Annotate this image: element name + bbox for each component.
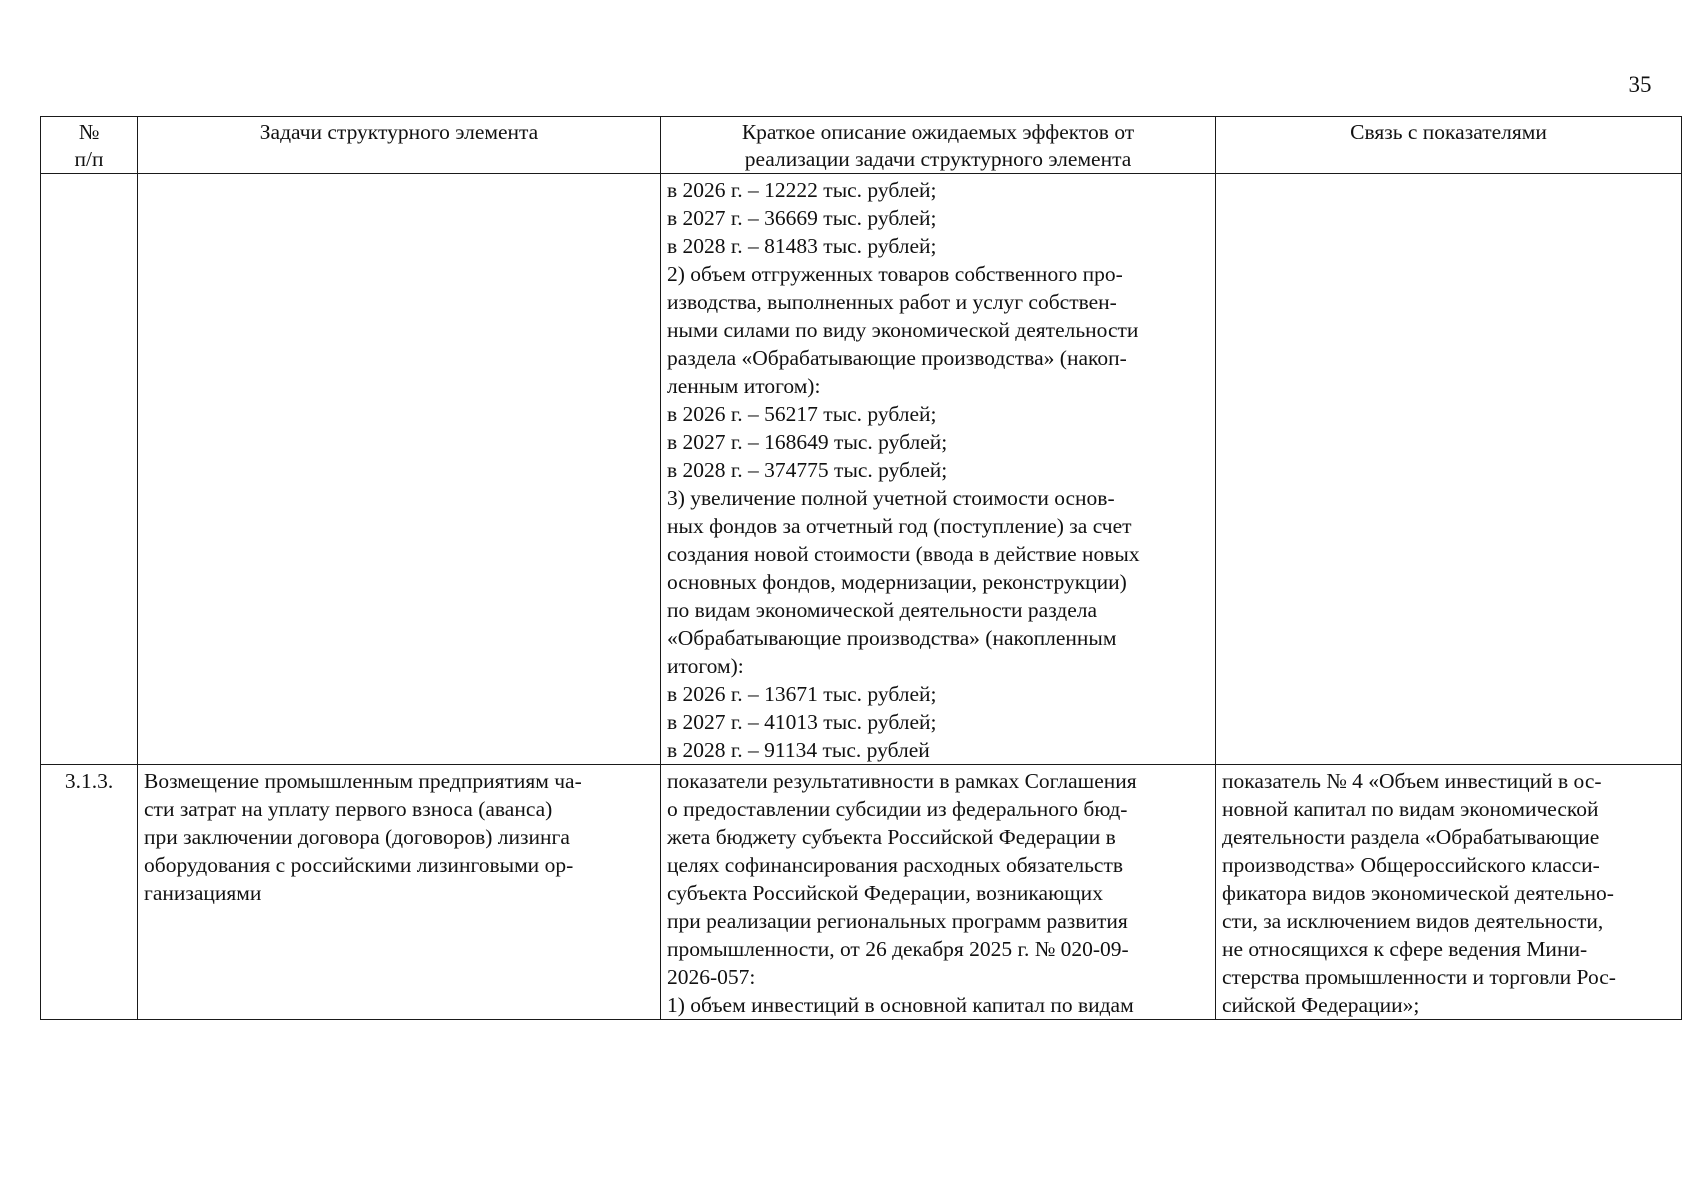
effect-line: основных фондов, модернизации, реконструкции) <box>667 570 1127 594</box>
effect-line: 3) увеличение полной учетной стоимости основ- <box>667 486 1115 510</box>
indicator-link-line: не относящихся к сфере ведения Мини- <box>1222 937 1588 961</box>
effect-line: при реализации региональных программ развития <box>667 909 1128 933</box>
effect-line: раздела «Обрабатывающие производства» (накоп- <box>667 346 1127 370</box>
indicator-link-cell <box>1216 174 1682 765</box>
indicator-link-line: деятельности раздела «Обрабатывающие <box>1222 825 1600 849</box>
effect-line: создания новой стоимости (ввода в действие новых <box>667 542 1140 566</box>
header-effects-line: Краткое описание ожидаемых эффектов от <box>741 120 1135 144</box>
effect-line: по видам экономической деятельности раздела <box>667 598 1098 622</box>
header-indicators-link-line: Связь с показателями <box>1350 120 1547 144</box>
header-tasks-line: Задачи структурного элемента <box>259 120 539 144</box>
row-number-cell <box>41 765 138 1020</box>
effect-line: в 2028 г. – 81483 тыс. рублей; <box>667 234 937 258</box>
indicator-link-line: стерства промышленности и торговли Рос- <box>1222 965 1616 989</box>
effect-line: в 2026 г. – 12222 тыс. рублей; <box>667 178 937 202</box>
effect-line: в 2026 г. – 13671 тыс. рублей; <box>667 682 937 706</box>
effect-line: 2) объем отгруженных товаров собственного про- <box>667 262 1123 286</box>
effect-line: в 2028 г. – 374775 тыс. рублей; <box>667 458 948 482</box>
row-number-cell <box>41 174 138 765</box>
effect-line: субъекта Российской Федерации, возникающих <box>667 881 1103 905</box>
header-number-line: № <box>78 120 100 144</box>
effect-line: в 2026 г. – 56217 тыс. рублей; <box>667 402 937 426</box>
effect-line: 2026-057: <box>667 965 756 989</box>
task-line: Возмещение промышленным предприятиям ча- <box>144 769 582 793</box>
structural-element-table <box>40 116 1682 1020</box>
task-cell <box>138 765 661 1020</box>
task-line: при заключении договора (договоров) лизинга <box>144 825 570 849</box>
header-effects-line: реализации задачи структурного элемента <box>744 147 1132 171</box>
header-indicators-link <box>1216 117 1682 174</box>
effect-line: в 2028 г. – 91134 тыс. рублей <box>667 738 930 762</box>
indicator-link-cell <box>1216 765 1682 1020</box>
effect-cell <box>661 765 1216 1020</box>
row-number: 3.1.3. <box>64 769 114 793</box>
indicator-link-line: новной капитал по видам экономической <box>1222 797 1599 821</box>
indicator-link-line: производства» Общероссийского класси- <box>1222 853 1600 877</box>
effect-line: о предоставлении субсидии из федерального бюд- <box>667 797 1128 821</box>
indicator-link-line: сийской Федерации»; <box>1222 993 1420 1017</box>
effect-line: в 2027 г. – 168649 тыс. рублей; <box>667 430 948 454</box>
effect-line: жета бюджету субъекта Российской Федерации в <box>667 825 1116 849</box>
header-tasks <box>138 117 661 174</box>
task-line: сти затрат на уплату первого взноса (аванса) <box>144 797 553 821</box>
effect-line: ных фондов за отчетный год (поступление) за счет <box>667 514 1132 538</box>
effect-line: изводства, выполненных работ и услуг собствен- <box>667 290 1117 314</box>
effect-line: целях софинансирования расходных обязательств <box>667 853 1124 877</box>
effect-line: 1) объем инвестиций в основной капитал по видам <box>667 993 1134 1017</box>
page-number: 35 <box>1628 72 1652 97</box>
indicator-link-line: показатель № 4 «Объем инвестиций в ос- <box>1222 769 1602 793</box>
header-number-line: п/п <box>74 147 104 171</box>
table-row <box>41 174 1682 765</box>
effect-line: показатели результативности в рамках Соглашения <box>667 769 1137 793</box>
effect-line: «Обрабатывающие производства» (накопленным <box>667 626 1117 650</box>
task-line: ганизациями <box>144 881 262 905</box>
indicator-link-line: сти, за исключением видов деятельности, <box>1222 909 1604 933</box>
table-row <box>41 765 1682 1020</box>
effect-line: ленным итогом): <box>667 374 821 398</box>
task-cell <box>138 174 661 765</box>
effect-line: итогом): <box>667 654 744 678</box>
header-effects <box>661 117 1216 174</box>
effect-line: ными силами по виду экономической деятельности <box>667 318 1139 342</box>
effect-line: промышленности, от 26 декабря 2025 г. № 020-09- <box>667 937 1129 961</box>
task-line: оборудования с российскими лизинговыми ор- <box>144 853 574 877</box>
header-number <box>41 117 138 174</box>
indicator-link-line: фикатора видов экономической деятельно- <box>1222 881 1614 905</box>
effect-line: в 2027 г. – 36669 тыс. рублей; <box>667 206 937 230</box>
effect-cell <box>661 174 1216 765</box>
table-header-row <box>41 117 1682 174</box>
effect-line: в 2027 г. – 41013 тыс. рублей; <box>667 710 937 734</box>
